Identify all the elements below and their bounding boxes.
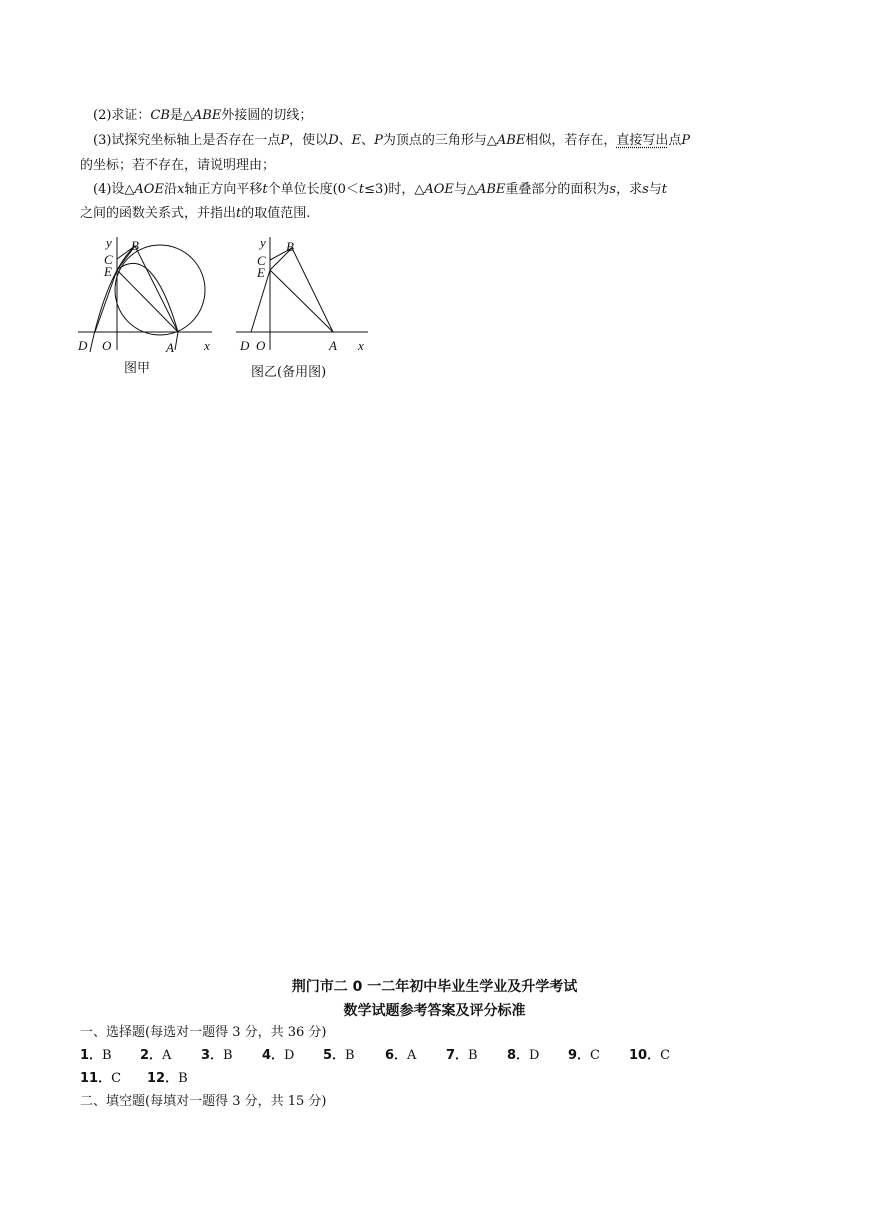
fig-a-label-a: A: [166, 340, 174, 355]
fig-a-tail: [175, 332, 178, 350]
choice-5-ans: B: [345, 1048, 355, 1063]
choice-4: [262, 1047, 294, 1065]
choice-9-ans: C: [590, 1048, 600, 1063]
answers-title-1: 荆门市二 0 一二年初中毕业生学业及升学考试: [291, 979, 578, 995]
fig-a-label-o: O: [102, 338, 112, 353]
figure-b-diagram: [232, 232, 372, 362]
q4-x: x: [176, 182, 185, 197]
q3-mid3: 相似，若存在，: [525, 133, 617, 148]
choice-12-num: 12．: [147, 1071, 179, 1086]
choice-6: [385, 1047, 416, 1065]
q3-e: E: [351, 133, 362, 148]
choice-7-ans: B: [468, 1048, 478, 1063]
fig-a-ba: [135, 246, 178, 332]
q2-suffix: 外接圆的切线；: [221, 108, 313, 123]
choice-3-num: 3．: [201, 1048, 224, 1063]
q4-t1: t: [262, 182, 268, 197]
choice-5-num: 5．: [323, 1048, 346, 1063]
q3-d: D: [328, 133, 339, 148]
q4-prefix: (4)设△: [93, 182, 135, 197]
q4-t3: t: [661, 182, 667, 197]
answers-title-2: 数学试题参考答案及评分标准: [343, 1003, 526, 1019]
fig-b-ea: [270, 270, 333, 332]
fig-a-label-y: y: [106, 235, 112, 250]
q3-p1: P: [280, 133, 290, 148]
choice-11-num: 11．: [80, 1071, 112, 1086]
q4-mid6: 重叠部分的面积为: [505, 182, 610, 197]
fig-b-label-b: B: [286, 239, 294, 254]
choice-4-num: 4．: [262, 1048, 285, 1063]
question-2: [93, 107, 312, 125]
q3-mid2: 为顶点的三角形与△: [382, 133, 497, 148]
choice-11: [80, 1070, 121, 1088]
q4-mid4: ≤3)时，△: [364, 182, 425, 197]
choice-9: [568, 1047, 600, 1065]
q4-s2: s: [642, 182, 649, 197]
q3-p3: P: [681, 133, 691, 148]
q4-mid7: ，求: [616, 182, 643, 197]
choice-4-ans: D: [284, 1048, 295, 1063]
choice-7-num: 7．: [446, 1048, 469, 1063]
fig-a-arc: [117, 263, 178, 332]
fig-a-de: [95, 270, 117, 332]
answers-section-1: 一、选择题(每选对一题得 3 分，共 36 分): [80, 1025, 327, 1040]
q4-mid1: 沿: [163, 182, 177, 197]
choice-8: [507, 1047, 539, 1065]
question-3-line-1: [93, 132, 690, 150]
fig-b-label-y: y: [260, 235, 266, 250]
fig-b-label-o: O: [256, 338, 266, 353]
fig-a-ea: [117, 270, 178, 332]
q4-mid3: 个单位长度(0＜: [267, 182, 359, 197]
choice-10-num: 10．: [629, 1048, 661, 1063]
q4-aoe: AOE: [134, 182, 164, 197]
choice-6-ans: A: [407, 1048, 417, 1063]
q3-mid1: ，使以: [289, 133, 329, 148]
figure-a-diagram: [72, 232, 217, 362]
choice-10-ans: C: [660, 1048, 671, 1063]
q3-sep2: 、: [361, 133, 375, 148]
choice-3-ans: B: [223, 1048, 233, 1063]
fig-a-label-x: x: [204, 338, 210, 353]
fig-b-label-d: D: [240, 338, 250, 353]
choice-12-ans: B: [178, 1071, 188, 1086]
choice-11-ans: C: [111, 1071, 122, 1086]
choice-7: [446, 1047, 478, 1065]
q3-sep1: 、: [338, 133, 352, 148]
q4-mid2: 轴正方向平移: [184, 182, 263, 197]
fig-b-label-e: E: [257, 265, 265, 280]
figure-b-caption: 图乙(备用图): [251, 365, 327, 380]
answers-section-2: 二、填空题(每填对一题得 3 分，共 15 分): [80, 1094, 327, 1109]
q2-cb: CB: [150, 108, 170, 123]
choice-2-ans: A: [162, 1048, 172, 1063]
q4-mid5: 与△: [453, 182, 477, 197]
choice-2: [140, 1047, 171, 1065]
fig-a-label-d: D: [78, 338, 88, 353]
q3-mid4: 点: [668, 133, 682, 148]
choice-2-num: 2．: [140, 1048, 163, 1063]
q2-prefix: (2)求证：: [93, 108, 151, 123]
choice-1-num: 1．: [80, 1048, 103, 1063]
q2-mid: 是△: [169, 108, 193, 123]
fig-b-label-c: C: [257, 253, 266, 268]
question-4-line-2: [80, 205, 310, 223]
fig-a-circle: [115, 245, 205, 335]
choice-10: [629, 1047, 670, 1065]
q3-prefix: (3)试探究坐标轴上是否存在一点: [93, 133, 281, 148]
fig-b-label-x: x: [358, 338, 364, 353]
fig-a-label-b: B: [131, 238, 139, 253]
q2-abe: ABE: [192, 108, 222, 123]
choice-1: [80, 1047, 112, 1065]
fig-a-label-c: C: [104, 252, 113, 267]
figure-a: [72, 232, 217, 362]
q4-t4: t: [236, 206, 242, 221]
q4-mid8: 与: [648, 182, 662, 197]
choice-3: [201, 1047, 233, 1065]
choice-6-num: 6．: [385, 1048, 408, 1063]
q3-emphasis: 直接写出: [616, 133, 669, 148]
q4-abe: ABE: [476, 182, 506, 197]
choice-8-num: 8．: [507, 1048, 530, 1063]
figure-a-caption: 图甲: [124, 361, 151, 376]
choice-8-ans: D: [529, 1048, 540, 1063]
fig-b-label-a: A: [329, 338, 337, 353]
q3-abe: ABE: [496, 133, 526, 148]
q4-aoe2: AOE: [424, 182, 454, 197]
choice-9-num: 9．: [568, 1048, 591, 1063]
fig-b-ba: [292, 248, 333, 332]
q4-s: s: [609, 182, 617, 197]
q4-line2b: 的取值范围.: [241, 206, 311, 221]
figure-b: [232, 232, 372, 362]
choice-12: [147, 1070, 188, 1088]
question-3-line-2: [80, 157, 275, 175]
fig-a-label-e: E: [104, 264, 112, 279]
q4-t2: t: [358, 182, 365, 197]
choice-5: [323, 1047, 355, 1065]
q4-line2a: 之间的函数关系式，并指出: [80, 206, 237, 221]
choice-1-ans: B: [102, 1048, 112, 1063]
question-4-line-1: [93, 181, 667, 199]
q3-p2: P: [374, 133, 383, 148]
q3-line2: 的坐标；若不存在，请说明理由；: [80, 158, 276, 173]
